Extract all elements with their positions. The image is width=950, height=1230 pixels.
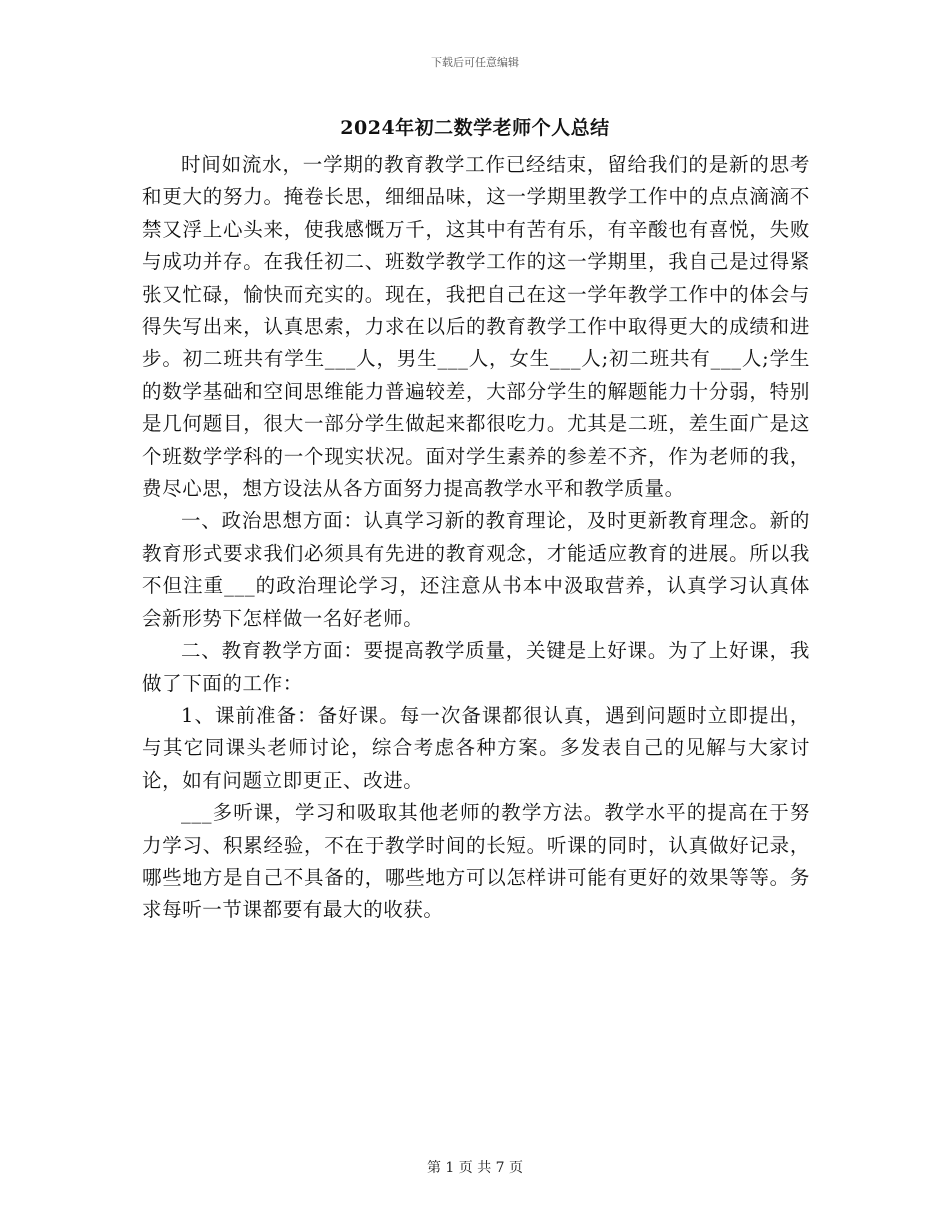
paragraph-political-thought: 一、政治思想方面：认真学习新的教育理论，及时更新教育理念。新的教育形式要求我们必须具有先进的教育观念，才能适应教育的进展。所以我不但注重___的政治理论学习，还注意从书本中汲取营养，认真学习认真体会新形势下怎样做一名好老师。 [142,509,810,630]
page-number: 第 1 页 共 7 页 [426,1160,524,1176]
paragraph-intro: 时间如流水，一学期的教育教学工作已经结束，留给我们的是新的思考和更大的努力。掩卷长思，细细品味，这一学期里教学工作中的点点滴滴不禁又浮上心头来，使我感慨万千，这其中有苦有乐，有辛酸也有喜悦，失败与成功并存。在我任初二、班数学教学工作的这一学期里，我自己是过得紧张又忙碌，愉快而充实的。现在，我把自己在这一学年教学工作中的体会与得失写出来，认真思索，力求在以后的教育教学工作中取得更大的成绩和进步。初二班共有学生___人，男生___人，女生___人;初二班共有___人;学生的数学基础和空间思维能力普遍较差，大部分学生的解题能力十分弱，特别是几何题目，很大一部分学生做起来都很吃力。尤其是二班，差生面广是这个班数学学科的一个现实状况。面对学生素养的参差不齐，作为老师的我，费尽心思，想方设法从各方面努力提高教学水平和教学质量。 [142,153,810,501]
page-header-note: 下载后可任意编辑 [431,56,519,69]
paragraph-observe-lessons: ___多听课，学习和吸取其他老师的教学方法。教学水平的提高在于努力学习、积累经验，不在于教学时间的长短。听课的同时，认真做好记录，哪些地方是自己不具备的，哪些地方可以怎样讲可能有更好的效果等等。务求每听一节课都要有最大的收获。 [142,801,810,922]
document-body [142,149,810,927]
document-title: 2024年初二数学老师个人总结 [340,117,610,139]
paragraph-lesson-prep: 1、课前准备：备好课。每一次备课都很认真，遇到问题时立即提出，与其它同课头老师讨论，综合考虑各种方案。多发表自己的见解与大家讨论，如有问题立即更正、改进。 [142,703,810,792]
paragraph-teaching: 二、教育教学方面：要提高教学质量，关键是上好课。为了上好课，我做了下面的工作： [142,639,810,695]
